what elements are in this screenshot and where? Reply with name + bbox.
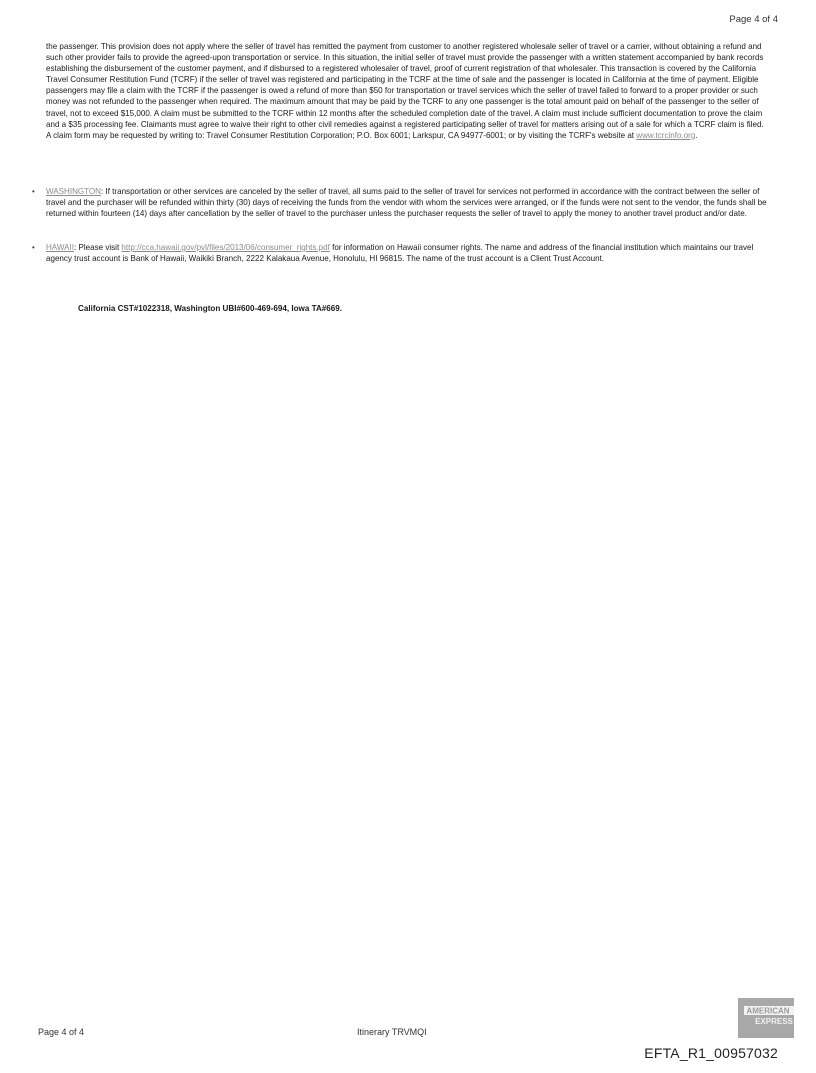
- hawaii-section: [32, 242, 768, 264]
- document-id-stamp: EFTA_R1_00957032: [644, 1045, 778, 1061]
- washington-body: : If transportation or other services are canceled by the seller of travel, all sums paid to the seller of travel for services not performed in accordance with the contract between the seller of travel and the purchaser will be refunded within thirty (30) days of receiving the funds from the vendor with whom the services were arranged, or if the funds were not sent to the vendor, the funds shall be returned within fourteen (14) days after cancellation by the seller of travel to the purchaser unless the purchaser requests the seller of travel to apply the money to another travel product and/or date.: [46, 187, 767, 219]
- tcrf-continuation-paragraph: [46, 41, 768, 141]
- bullet-icon: •: [32, 187, 35, 196]
- page-number-header: Page 4 of 4: [729, 14, 778, 25]
- hawaii-link[interactable]: HAWAII: [46, 243, 75, 252]
- logo-text-express: EXPRESS: [755, 1017, 793, 1026]
- american-express-logo: [738, 998, 794, 1038]
- bullet-icon: •: [32, 243, 35, 252]
- hawaii-body-start: : Please visit: [74, 243, 122, 252]
- washington-link[interactable]: WASHINGTON: [46, 187, 101, 196]
- itinerary-label: Itinerary TRVMQI: [357, 1027, 427, 1037]
- tcrf-text-end: .: [695, 130, 698, 140]
- page-number-footer: Page 4 of 4: [38, 1027, 85, 1037]
- washington-text: [46, 186, 768, 219]
- logo-text-american: AMERICAN: [746, 1006, 790, 1016]
- hawaii-consumer-rights-link[interactable]: http://cca.hawaii.gov/pvl/files/2013/06/consumer_rights.pdf: [121, 243, 330, 252]
- hawaii-text: [46, 242, 768, 264]
- tcrf-website-link[interactable]: www.tcrcinfo.org: [636, 130, 696, 140]
- hawaii-body-end: for information on Hawaii consumer rights. The name and address of the financial institution which maintains our travel agency trust account is Bank of Hawaii, Waikiki Branch, 2222 Kalakaua Avenue, Honolulu, HI 96815. The name of the trust account is a Client Trust Account.: [46, 243, 754, 264]
- registration-numbers: California CST#1022318, Washington UBI#600-469-694, Iowa TA#669.: [78, 304, 343, 313]
- washington-section: [32, 186, 768, 219]
- tcrf-text: the passenger. This provision does not apply where the seller of travel has remitted the payment from customer to another registered wholesale seller of travel or a carrier, without obtaining a refund and such other provider fails to provide the agreed-upon transportation or service. In this situation, the initial seller of travel must provide the passenger with a written statement accompanied by bank records establishing the disbursement of the customer payment, and if disbursed to a registered wholesaler of travel, proof of current registration of that wholesaler. This transaction is covered by the California Travel Consumer Restitution Fund (TCRF) if the seller of travel was registered and participating in the TCRF at the time of sale and the passenger is located in California at the time of payment. Eligible passengers may file a claim with the TCRF if the passenger is owed a refund of more than $50 for transportation or travel services which the seller of travel failed to forward to a proper provider or such money was not refunded to the passenger when required. The maximum amount that may be paid by the TCRF to any one passenger is the total amount paid on behalf of the passenger to the seller of travel, not to exceed $15,000. A claim must be submitted to the TCRF within 12 months after the scheduled completion date of the travel. A claim must include sufficient documentation to prove the claim and a $35 processing fee. Claimants must agree to waive their right to other civil remedies against a registered participating seller of travel for matters arising out of a sale for which a TCRF claim is filed. A claim form may be requested by writing to: Travel Consumer Restitution Corporation; P.O. Box 6001; Larkspur, CA 94977-6001; or by visiting the TCRF's website at: [46, 42, 764, 140]
